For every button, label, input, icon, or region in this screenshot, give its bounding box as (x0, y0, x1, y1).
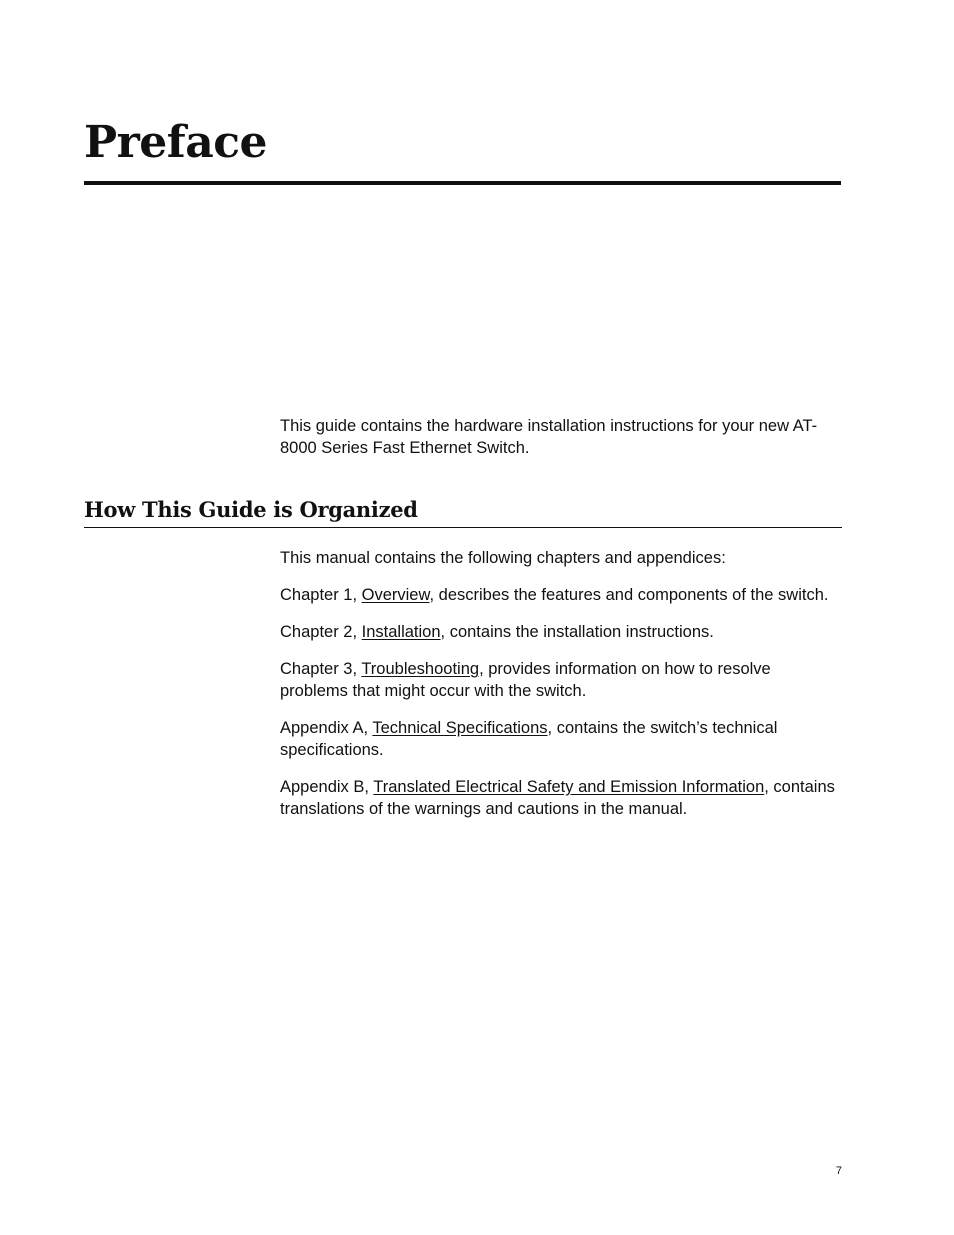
intro-paragraph: This guide contains the hardware installation instructions for your new AT-8000 Series Fast Ethernet Switch. (280, 417, 818, 457)
chapter-3-item (280, 658, 840, 702)
translated-safety-info-link[interactable]: Translated Electrical Safety and Emission Information (373, 778, 765, 796)
chapter-1-item (280, 584, 840, 606)
section-heading: How This Guide is Organized (84, 497, 418, 522)
troubleshooting-link[interactable]: Troubleshooting (361, 660, 480, 678)
page-number: 7 (835, 1165, 842, 1177)
section-lead: This manual contains the following chapters and appendices: (280, 549, 726, 567)
item-prefix: Chapter 2, (280, 623, 362, 641)
chapter-2-item (280, 621, 840, 643)
title-rule (84, 181, 841, 185)
item-prefix: Appendix A, (280, 719, 373, 737)
item-suffix: , provides information on how to resolve problems that might occur with the switch. (280, 660, 771, 700)
item-suffix: , describes the features and components of the switch. (429, 586, 829, 604)
item-suffix: , contains the installation instructions. (440, 623, 714, 641)
item-suffix: , contains the switch’s technical specifications. (280, 719, 778, 759)
item-prefix: Chapter 1, (280, 586, 362, 604)
item-suffix: , contains translations of the warnings and cautions in the manual. (280, 778, 835, 818)
section-rule (84, 527, 842, 528)
item-prefix: Chapter 3, (280, 660, 362, 678)
page-title: Preface (84, 117, 267, 168)
technical-specifications-link[interactable]: Technical Specifications (372, 719, 548, 737)
appendix-a-item (280, 717, 840, 761)
section-content (280, 547, 840, 835)
appendix-b-item (280, 776, 840, 820)
item-prefix: Appendix B, (280, 778, 374, 796)
overview-link[interactable]: Overview (361, 586, 430, 604)
installation-link[interactable]: Installation (361, 623, 441, 641)
